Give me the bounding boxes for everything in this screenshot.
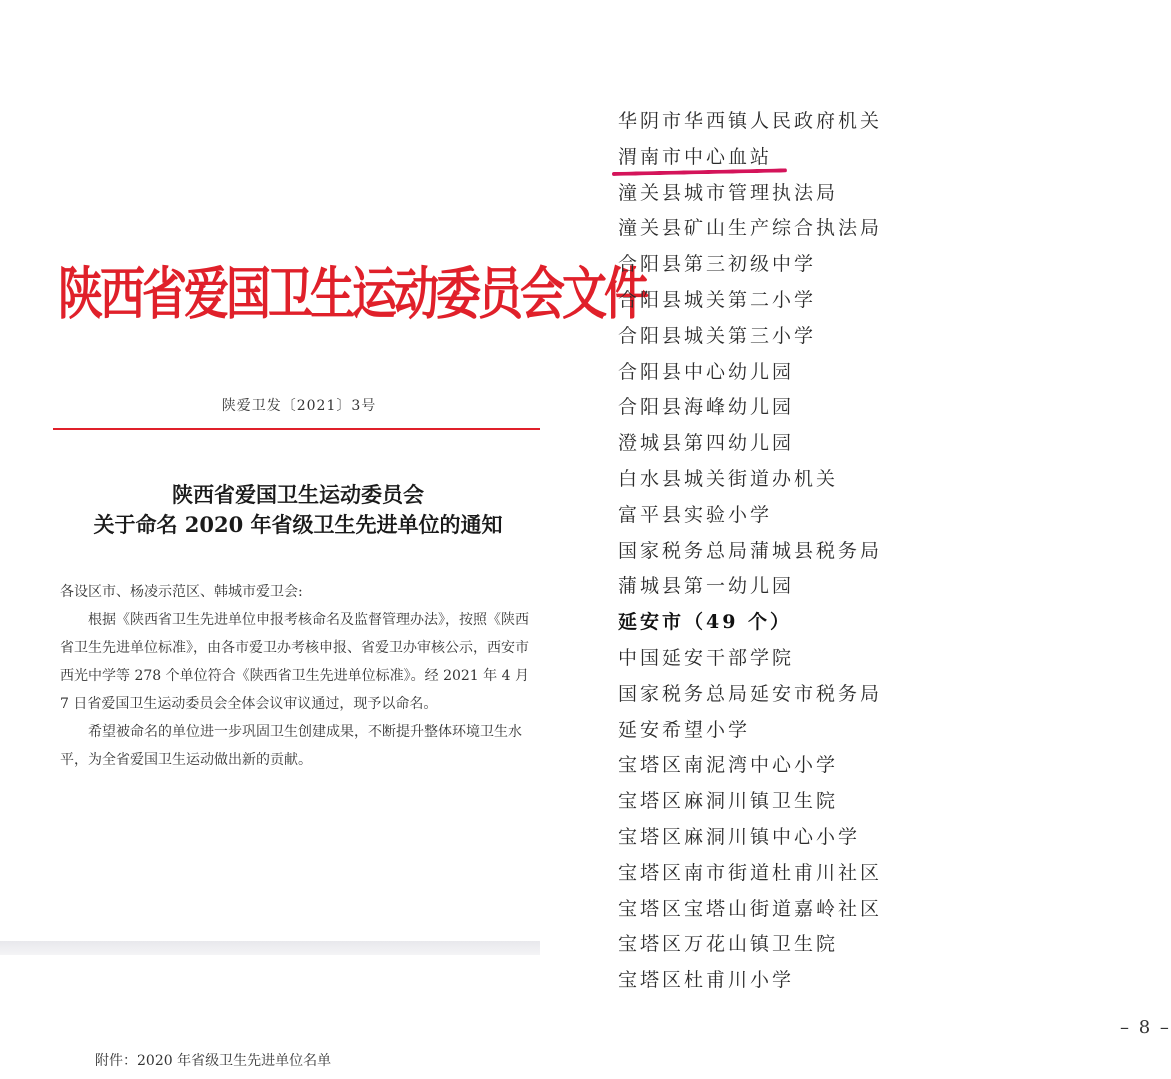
body-paragraph-2: 希望被命名的单位进一步巩固卫生创建成果，不断提升整体环境卫生水平，为全省爱国卫生运动做出新的贡献。 <box>60 724 522 768</box>
notice-title-line-1: 陕西省爱国卫生运动委员会 <box>172 482 424 507</box>
list-item: 宝塔区麻洞川镇卫生院 <box>618 790 839 813</box>
attachment-note: 附件：2020 年省级卫生先进单位名单 <box>95 1053 332 1069</box>
list-item: 合阳县城关第二小学 <box>618 288 817 311</box>
document-number: 陕爱卫发〔2021〕3号 <box>221 398 377 414</box>
salutation: 各设区市、杨凌示范区、韩城市爱卫会: <box>60 584 303 600</box>
list-item: 宝塔区宝塔山街道嘉岭社区 <box>618 897 883 920</box>
list-item: 潼关县城市管理执法局 <box>618 181 839 204</box>
page-number: – 8 – <box>1120 1017 1171 1038</box>
list-item: 宝塔区麻洞川镇中心小学 <box>618 825 861 848</box>
list-item: 潼关县矿山生产综合执法局 <box>618 217 883 240</box>
list-item: 国家税务总局延安市税务局 <box>618 682 883 705</box>
list-item: 合阳县第三初级中学 <box>618 253 817 276</box>
notice-title-line-2: 关于命名 2020 年省级卫生先进单位的通知 <box>93 512 503 537</box>
list-item: 国家税务总局蒲城县税务局 <box>618 539 883 562</box>
notice-body <box>60 578 538 774</box>
document-red-header: 陕西省爱国卫生运动委员会文件 <box>58 260 647 327</box>
page-separator-band <box>0 941 540 955</box>
list-item: 澄城县第四幼儿园 <box>618 432 795 455</box>
list-item: 渭南市中心血站 <box>618 145 773 168</box>
body-paragraph-1: 根据《陕西省卫生先进单位申报考核命名及监督管理办法》，按照《陕西省卫生先进单位标准》，由各市爱卫办考核申报、省爱卫办审核公示，西安市西光中学等 278 个单位符合《陕西省卫生先进单位标准》。经 2021 年 4 月 7 日省爱国卫生运动委员会全体会议审议通过，现予以命名。 <box>60 612 529 712</box>
red-divider-line <box>53 428 540 430</box>
section-heading: 延安市（49 个） <box>618 611 793 634</box>
list-item: 合阳县海峰幼儿园 <box>618 396 795 419</box>
list-item: 白水县城关街道办机关 <box>618 467 839 490</box>
list-item: 富平县实验小学 <box>618 503 773 526</box>
list-item: 合阳县中心幼儿园 <box>618 360 795 383</box>
list-item: 延安希望小学 <box>618 718 751 741</box>
list-item: 宝塔区南泥湾中心小学 <box>618 754 839 777</box>
list-item: 宝塔区杜甫川小学 <box>618 969 795 992</box>
list-item: 华阴市华西镇人民政府机关 <box>618 110 883 132</box>
list-item: 合阳县城关第三小学 <box>618 324 817 347</box>
notice-title <box>58 480 538 540</box>
unit-list-page <box>545 0 1171 1079</box>
list-item: 蒲城县第一幼儿园 <box>618 575 795 598</box>
list-item: 中国延安干部学院 <box>618 646 795 669</box>
list-item: 宝塔区万花山镇卫生院 <box>618 933 839 956</box>
list-item: 宝塔区南市街道杜甫川社区 <box>618 861 883 884</box>
unit-list <box>618 104 882 999</box>
